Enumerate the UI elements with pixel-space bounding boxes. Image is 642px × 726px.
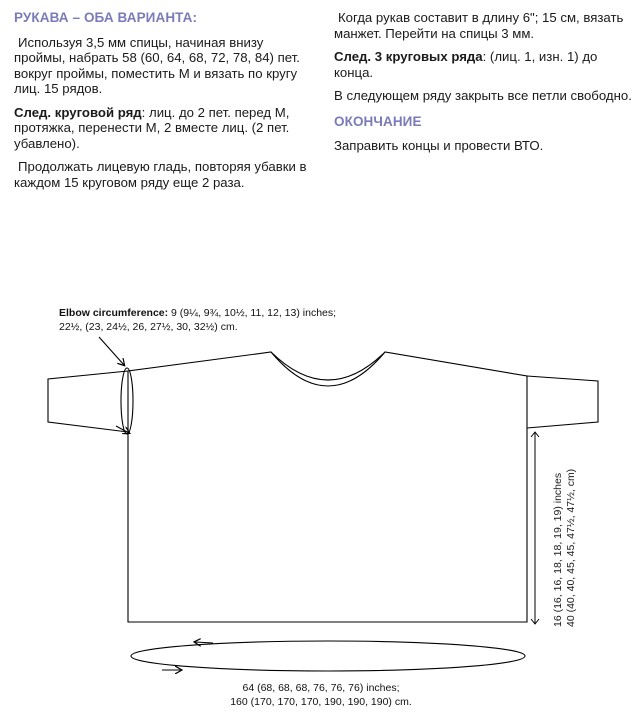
elbow-label: Elbow circumference: bbox=[59, 307, 169, 319]
elbow-bottom-arrow bbox=[116, 426, 129, 433]
width-measurement-label bbox=[0, 681, 642, 709]
sleeves-heading: РУКАВА – ОБА ВАРИАНТА: bbox=[14, 10, 198, 25]
elbow-inches: 9 (9¼, 9¾, 10½, 11, 12, 13) inches; bbox=[168, 307, 337, 319]
next-3-rounds-text: : (лиц. 1, изн. 1) до конца. bbox=[334, 49, 598, 80]
next-round-label: След. круговой ряд bbox=[14, 104, 142, 120]
next-round-text: : лиц. до 2 пет. перед М, протяжка, перенести М, 2 вместе лиц. (2 пет. убавлено). bbox=[14, 104, 290, 151]
width-circumference-ellipse bbox=[131, 641, 525, 671]
width-cm: 160 (170, 170, 170, 190, 190, 190) cm. bbox=[230, 696, 412, 708]
sweater-outline bbox=[128, 352, 527, 622]
length-measurement-label bbox=[552, 327, 578, 627]
length-cm: 40 (40, 40, 45, 45, 47½, 47½, cm) bbox=[565, 468, 577, 627]
cuff-paragraph-1: Когда рукав составит в длину 6"; 15 см, вязать манжет. Перейти на спицы 3 мм. bbox=[334, 10, 624, 41]
length-inches: 16 (16, 16, 18, 18, 19, 19) inches bbox=[552, 472, 564, 627]
elbow-pointer-arrow bbox=[99, 337, 124, 365]
sleeves-paragraph-1: Используя 3,5 мм спицы, начиная внизу проймы, набрать 58 (60, 64, 68, 72, 78, 84) пет. вокруг проймы, поместить М и вязать по кругу лиц. 15 рядов. bbox=[14, 34, 300, 96]
elbow-cm: 22½, (23, 24½, 26, 27½, 30, 32½) cm. bbox=[59, 321, 238, 333]
width-inches: 64 (68, 68, 68, 76, 76, 76) inches; bbox=[242, 682, 400, 694]
finishing-paragraph: Заправить концы и провести ВТО. bbox=[334, 138, 544, 153]
elbow-measurement-label bbox=[59, 306, 379, 334]
width-arrow-left bbox=[195, 642, 213, 643]
next-3-rounds-label: След. 3 круговых ряда bbox=[334, 49, 483, 64]
neckline-curve bbox=[271, 352, 385, 386]
elbow-circumference-ellipse bbox=[121, 368, 133, 434]
sleeves-paragraph-3: Продолжать лицевую гладь, повторяя убавки в каждом 15 круговом ряду еще 2 раза. bbox=[14, 159, 307, 190]
finishing-heading: ОКОНЧАНИЕ bbox=[334, 113, 422, 129]
cuff-paragraph-3: В следующем ряду закрыть все петли свободно. bbox=[334, 88, 632, 103]
left-sleeve bbox=[48, 371, 128, 432]
